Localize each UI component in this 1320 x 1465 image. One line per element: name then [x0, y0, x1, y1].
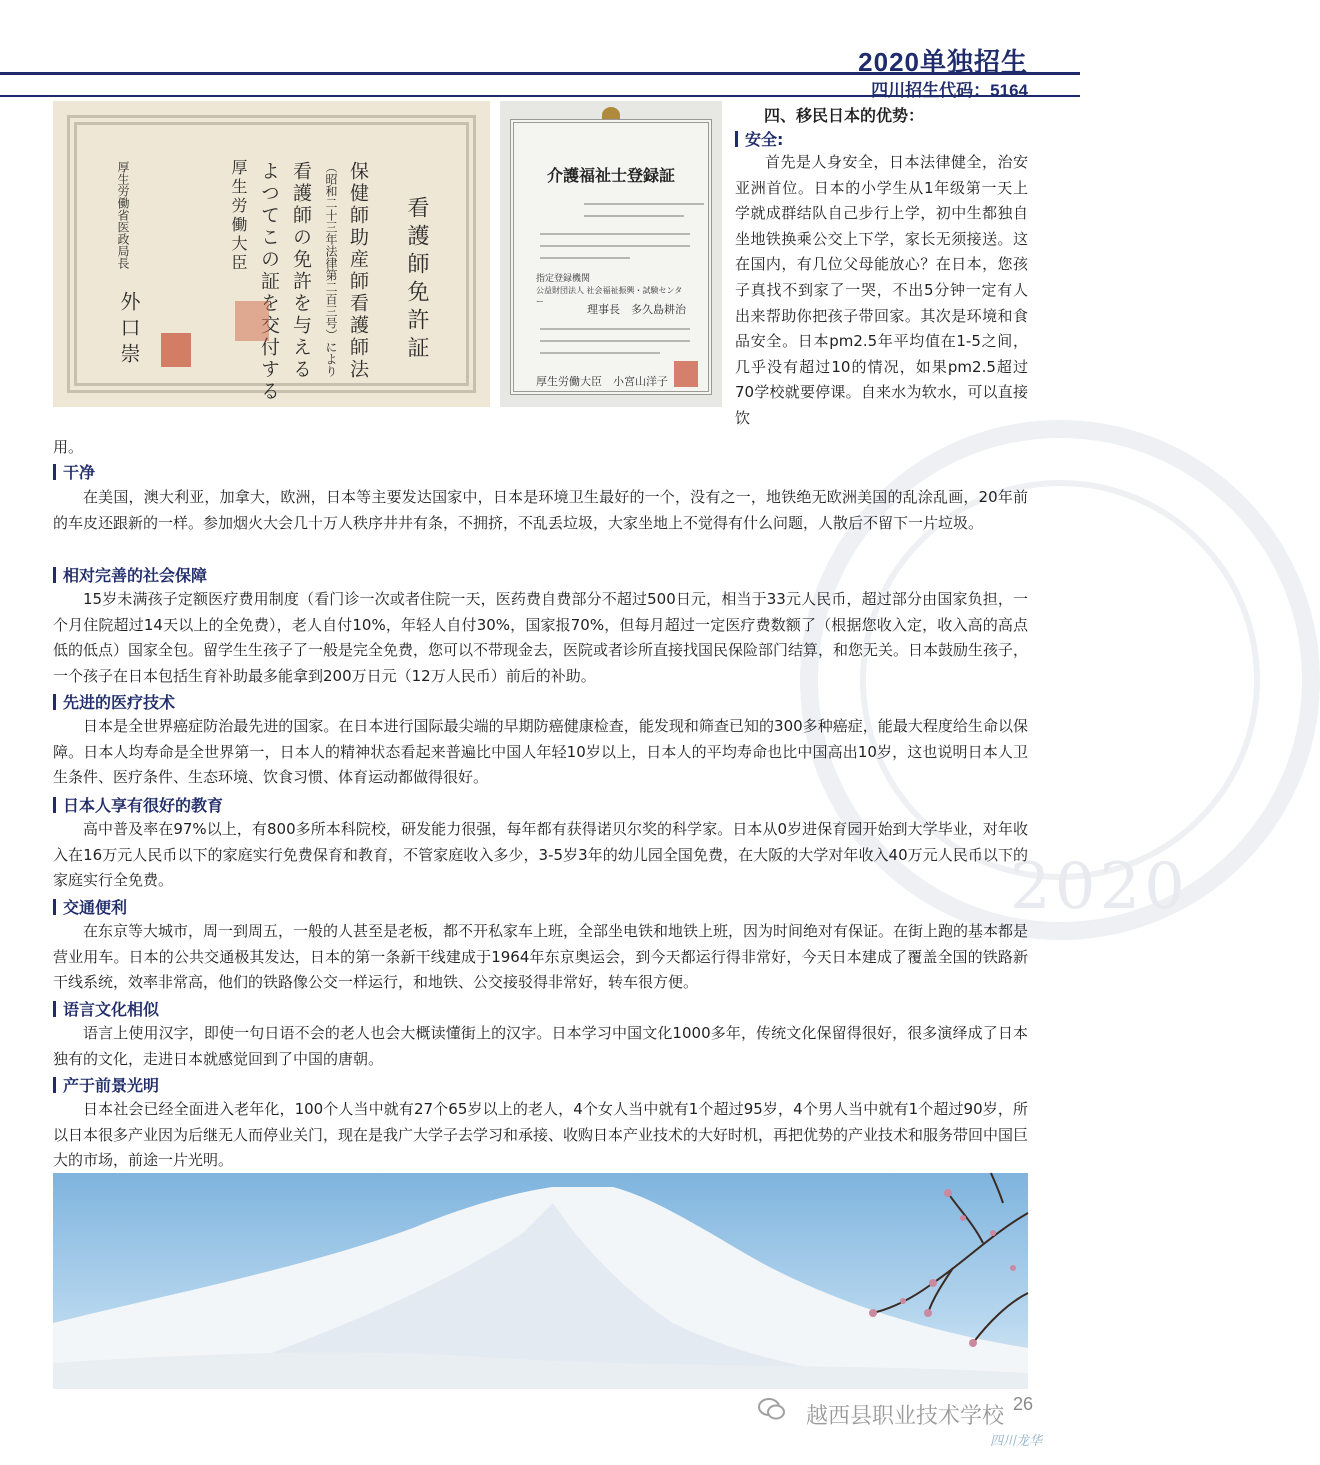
watermark-year: 2020 [1010, 850, 1189, 924]
section-title-label: 干净 [63, 463, 96, 482]
carry-over-text: 用。 [53, 438, 84, 456]
heading-bar [53, 694, 56, 710]
cert1-body3: 看護師の免許を与える [290, 161, 312, 381]
section-title-label: 产于前景光明 [63, 1076, 160, 1095]
section-title-label: 日本人享有很好的教育 [63, 796, 224, 815]
cert1-title: 看護師免許証 [404, 196, 429, 364]
header-title: 2020单独招生 [858, 47, 1028, 77]
text-line [540, 245, 690, 247]
header-code: 四川招生代码：5164 [871, 81, 1028, 100]
safety-text [735, 150, 1028, 432]
page-number: 26 [1013, 1394, 1034, 1414]
red-seal-stamp [161, 333, 191, 367]
section-paragraph: 日本社会已经全面进入老年化，100个人当中就有27个65岁以上的老人，4个女人当中就有1个超过95岁，4个男人当中就有1个超过90岁，所以日本很多产业因为后继无人而停业关门，现在是我广大学子去学习和承接、收购日本产业技术的大好时机，再把优势的产业技术和服务带回中国巨大的市场，前途一片光明。 [53, 1100, 1029, 1170]
heading-bar [53, 797, 56, 813]
heading-bar [53, 1001, 56, 1017]
section-text-industry [53, 1097, 1028, 1174]
heading-bar [735, 131, 738, 147]
cert2-title: 介護福祉士登録証 [546, 166, 675, 185]
heading-bar [53, 899, 56, 915]
section-title-clean [53, 460, 95, 483]
section-heading: 四、移民日本的优势： [764, 106, 925, 125]
care-worker-certificate-image [500, 101, 722, 407]
branch-icon [873, 1173, 1028, 1343]
section-title-label: 交通便利 [63, 898, 128, 917]
safety-heading-label: 安全: [745, 130, 784, 149]
text-line [540, 257, 630, 259]
section-paragraph: 日本是全世界癌症防治最先进的国家。在日本进行国际最尖端的早期防癌健康检查，能发现和筛查已知的300多种癌症，能最大程度给生命以保障。日本人均寿命是全世界第一，日本人的精神状态看起来普遍比中国人年轻10岁以上，日本人的平均寿命也比中国高出10岁，这也说明日本人卫生条件、医疗条件、生态环境、饮食习惯、体育运动都做得很好。 [53, 717, 1028, 787]
cert1-body4: よつてこの証を交付する [258, 161, 280, 403]
section-text-clean [53, 485, 1028, 536]
section-paragraph: 高中普及率在97%以上，有800多所本科院校，研发能力很强，每年都有获得诺贝尔奖的科学家。日本从0岁进保育园开始到大学毕业，对年收入在16万元人民币以下的家庭实行免费保育和教育，不管家庭收入多少，3-5岁3年的幼儿园全国免费，在大阪的大学对年收入40万元人民币以下的家庭实行全免费。 [53, 820, 1028, 890]
cert2-minister: 厚生労働大臣 小宮山洋子 [536, 375, 668, 388]
section-title-education [53, 793, 223, 816]
cert1-name: 外口崇 [117, 291, 141, 369]
red-seal-stamp [674, 361, 698, 387]
cert1-issuer: 厚生労働大臣 [229, 159, 248, 273]
cert1-issuer2: 厚生労働省医政局長 [116, 161, 130, 269]
text-line [540, 233, 690, 235]
section-paragraph: 在东京等大城市，周一到周五，一般的人甚至是老板，都不开私家车上班，全部坐电铁和地铁上班，因为时间绝对有保证。在街上跑的基本都是营业用车。日本的公共交通极其发达，日本的第一条新干线建成于1964年东京奥运会，到今天都运行得非常好，今天日本建成了覆盖全国的铁路新干线系统，效率非常高，他们的铁路像公交一样运行，和地铁、公交接驳得非常好，转车很方便。 [53, 922, 1029, 992]
wechat-icon [758, 1396, 786, 1422]
cert2-agency: 指定登録機関 [536, 274, 591, 284]
section-title-medical [53, 690, 175, 713]
red-seal-stamp [235, 301, 269, 341]
cert2-signer: 理事長 多久島耕治 [587, 303, 686, 316]
safety-paragraph: 首先是人身安全，日本法律健全，治安亚洲首位。日本的小学生从1年级第一天上学就成群结队自己步行上学，初中生都独自坐地铁换乘公交上下学，家长无须接送。这在国内，有几位父母能放心？在日本，您孩子真找不到家了一哭，不出5分钟一定有人出来帮助你把孩子带回家。其次是环境和食品安全。日本pm2.5年平均值在1-5之间，几乎没有超过10的情况，如果pm2.5超过70学校就要停课。自来水为软水，可以直接饮 [735, 153, 1028, 427]
section-paragraph: 在美国，澳大利亚，加拿大，欧洲，日本等主要发达国家中，日本是环境卫生最好的一个，没有之一，地铁绝无欧洲美国的乱涂乱画，20年前的车皮还跟新的一样。参加烟火大会几十万人秩序井井有条，不拥挤，不乱丢垃圾，大家坐地上不觉得有什么问题，人散后不留下一片垃圾。 [53, 488, 1028, 532]
text-line [540, 328, 690, 330]
section-title-label: 相对完善的社会保障 [63, 566, 208, 585]
mountain-illustration [53, 1173, 1028, 1389]
cert1-body1: 保健師助産師看護師法 [347, 161, 369, 381]
heading-bar [53, 567, 56, 583]
safety-heading [735, 127, 783, 150]
section-paragraph: 语言上使用汉字，即使一句日语不会的老人也会大概读懂街上的汉字。日本学习中国文化1000多年，传统文化保留得很好，很多演绎成了日本独有的文化，走进日本就感觉回到了中国的唐朝。 [53, 1024, 1028, 1068]
text-line [540, 340, 690, 342]
section-text-social-security [53, 587, 1028, 689]
school-name: 越西县职业技术学校 [806, 1404, 1005, 1429]
heading-bar [53, 464, 56, 480]
section-text-medical [53, 714, 1028, 791]
heading-bar [53, 1077, 56, 1093]
section-paragraph: 15岁未满孩子定额医疗费用制度（看门诊一次或者住院一天，医药费自费部分不超过500日元，相当于33元人民币，超过部分由国家负担，一个月住院超过14天以上的全免费），老人自付10%，年轻人自付30%，国家报70%，但每月超过一定医疗费数额了（根据您收入定，收入高的高点低的低点）国家全包。留学生生孩子了一般是完全免费，您可以不带现金去，医院或者诊所直接找国民保险部门结算，和您无关。日本鼓励生孩子，一个孩子在日本包括生育补助最多能拿到200万日元（12万人民币）前后的补助。 [53, 590, 1029, 685]
text-line [584, 215, 684, 217]
signature: 四川龙华 [990, 1434, 1043, 1449]
section-text-education [53, 817, 1028, 894]
mount-fuji-photo [53, 1173, 1028, 1389]
section-title-label: 先进的医疗技术 [63, 693, 176, 712]
section-title-culture [53, 997, 159, 1020]
section-title-label: 语言文化相似 [63, 1000, 160, 1019]
section-title-industry [53, 1073, 159, 1096]
cert2-agency2: 公益財団法人 社会福祉振興・試験センター [536, 286, 683, 306]
section-title-transport [53, 895, 127, 918]
text-line [584, 203, 704, 205]
nurse-license-image [53, 101, 490, 407]
section-title-social-security [53, 563, 207, 586]
section-text-transport [53, 919, 1028, 996]
certificate-frame [510, 119, 712, 395]
cert1-body2: （昭和二十三年法律第二百三号）により [324, 161, 338, 377]
text-line [540, 352, 660, 354]
section-text-culture [53, 1021, 1028, 1072]
